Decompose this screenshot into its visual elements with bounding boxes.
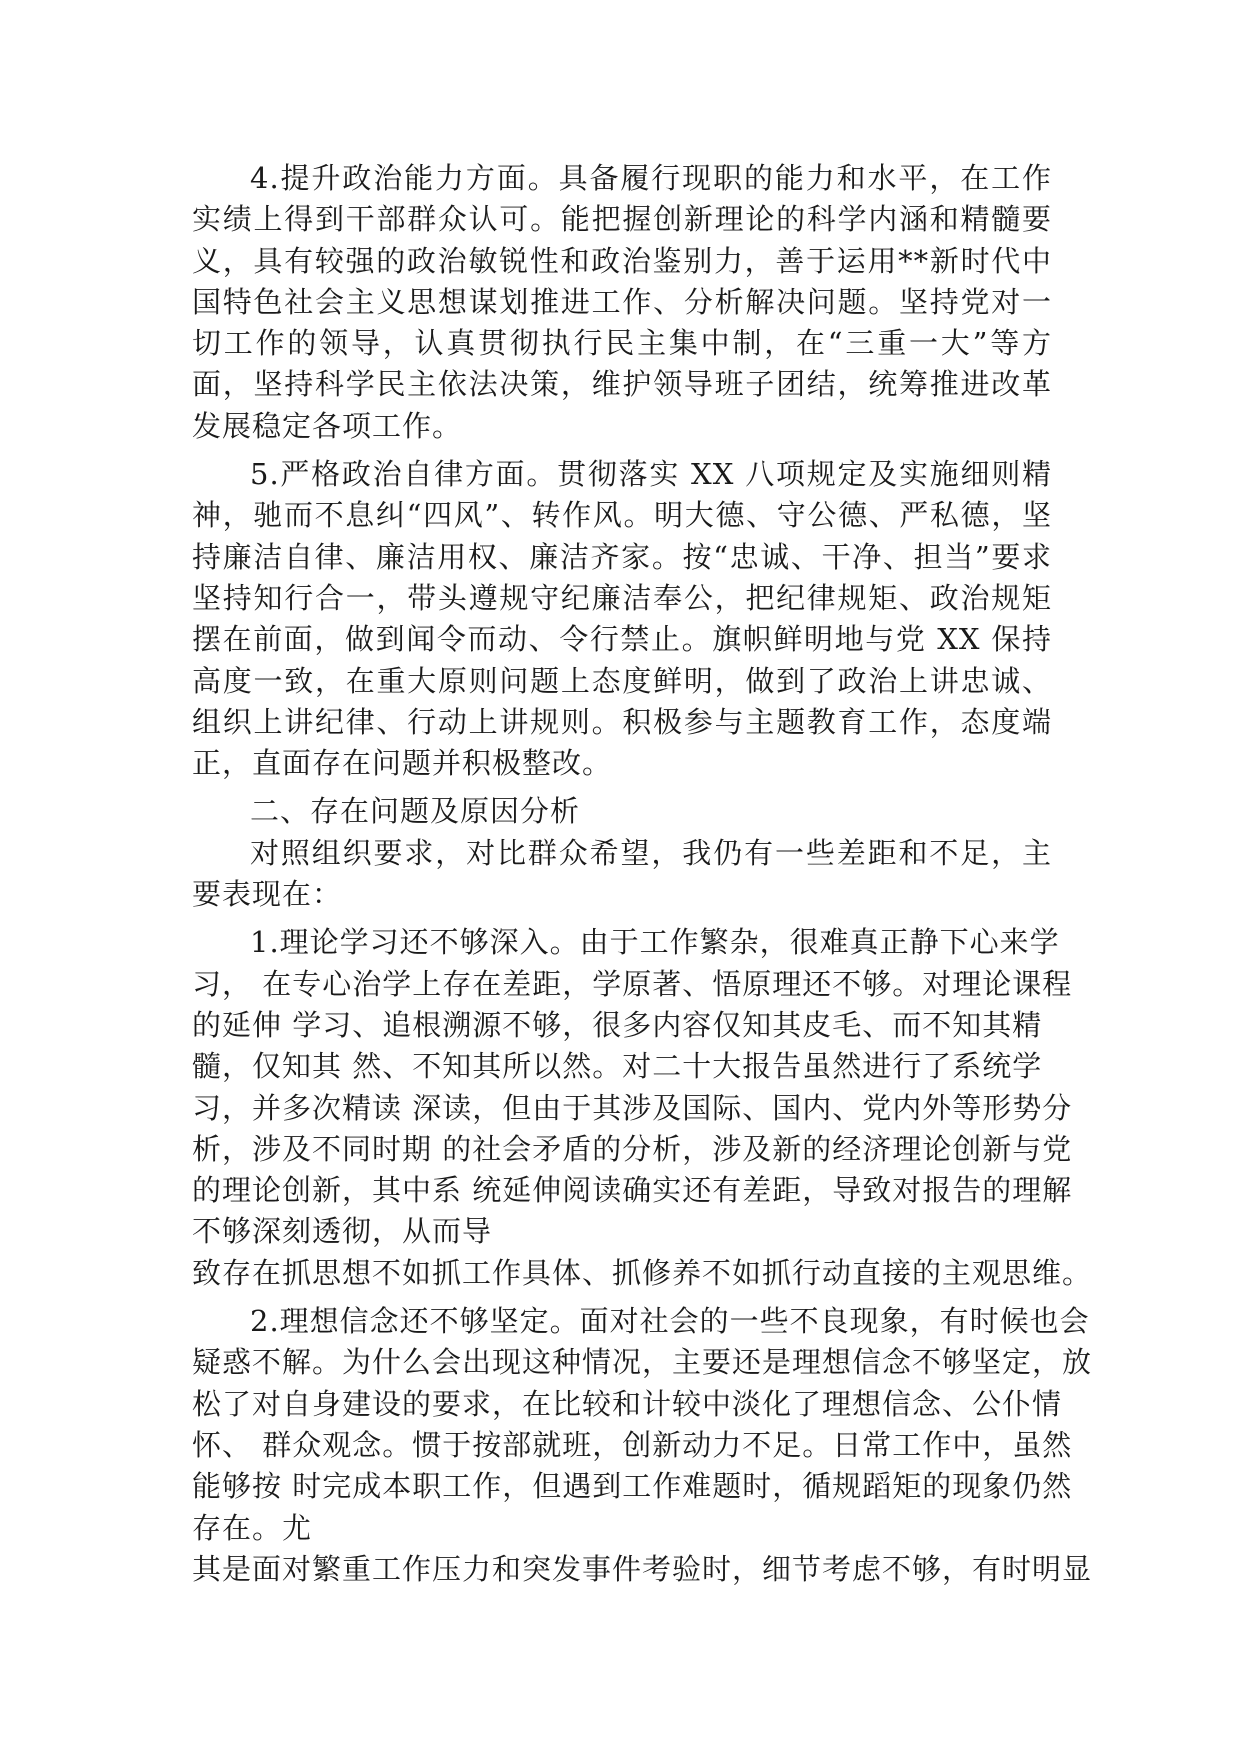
text-line: 能够按 时完成本职工作，但遇到工作难题时，循规蹈矩的现象仍然: [192, 1469, 1073, 1504]
paragraph-political-ability: 4.提升政治能力方面。具备履行现职的能力和水平，在工作实绩上得到干部群众认可。能把握创新理论的科学内涵和精髓要义，具有较强的政治敏锐性和政治鉴别力，善于运用**新时代中国特色社会主义思想谋划推进工作、分析解决问题。坚持党对一切工作的领导，认真贯彻执行民主集中制，在“三重一大”等方面，坚持科学民主依法决策，维护领导班子团结，统筹推进改革发展稳定各项工作。: [192, 161, 1052, 443]
section-heading: 二、存在问题及原因分析: [250, 794, 581, 829]
item-ideals-belief: [192, 1301, 1093, 1590]
text-line: 1.理论学习还不够深入。由于工作繁杂，很难真正静下心来学: [250, 925, 1060, 960]
text-line: 存在。尤: [192, 1510, 313, 1545]
text-line: 2.理想信念还不够坚定。面对社会的一些不良现象，有时候也会: [250, 1304, 1090, 1339]
text-line: 怀、 群众观念。惯于按部就班，创新动力不足。日常工作中，虽然: [192, 1427, 1073, 1462]
item-theory-study: [192, 922, 1093, 1294]
text-line: 习，并多次精读 深读，但由于其涉及国际、国内、党内外等形势分: [192, 1090, 1073, 1125]
text-line: 析，涉及不同时期 的社会矛盾的分析，涉及新的经济理论创新与党: [192, 1131, 1073, 1166]
document-body: [192, 158, 1093, 1590]
text-line: 的延伸 学习、追根溯源不够，很多内容仅知其皮毛、而不知其精: [192, 1007, 1043, 1042]
paragraph-political-self-discipline: 5.严格政治自律方面。贯彻落实 XX 八项规定及实施细则精神，驰而不息纠“四风”、转作风。明大德、守公德、严私德，坚持廉洁自律、廉洁用权、廉洁齐家。按“忠诚、干净、担当”要求坚持知行合一，带头遵规守纪廉洁奉公，把纪律规矩、政治规矩摆在前面，做到闻令而动、令行禁止。旗帜鲜明地与党 XX 保持高度一致，在重大原则问题上态度鲜明，做到了政治上讲忠诚、组织上讲纪律、行动上讲规则。积极参与主题教育工作，态度端正，直面存在问题并积极整改。: [192, 457, 1052, 781]
text-line: 习， 在专心治学上存在差距，学原著、悟原理还不够。对理论课程: [192, 966, 1073, 1001]
text-line: 髓，仅知其 然、不知其所以然。对二十大报告虽然进行了系统学: [192, 1049, 1043, 1084]
text-line: 不够深刻透彻，从而导: [192, 1214, 493, 1249]
paragraph-intro: 对照组织要求，对比群众希望，我仍有一些差距和不足，主要表现在：: [192, 835, 1052, 912]
text-line: 疑惑不解。为什么会出现这种情况，主要还是理想信念不够坚定，放: [192, 1345, 1093, 1380]
text-line: 松了对自身建设的要求，在比较和计较中淡化了理想信念、公仆情: [192, 1386, 1063, 1421]
text-line: 的理论创新，其中系 统延伸阅读确实还有差距，导致对报告的理解: [192, 1173, 1073, 1208]
text-line: 其是面对繁重工作压力和突发事件考验时，细节考虑不够，有时明显: [192, 1551, 1093, 1586]
text-line: 致存在抓思想不如抓工作具体、抓修养不如抓行动直接的主观思维。: [192, 1255, 1093, 1290]
